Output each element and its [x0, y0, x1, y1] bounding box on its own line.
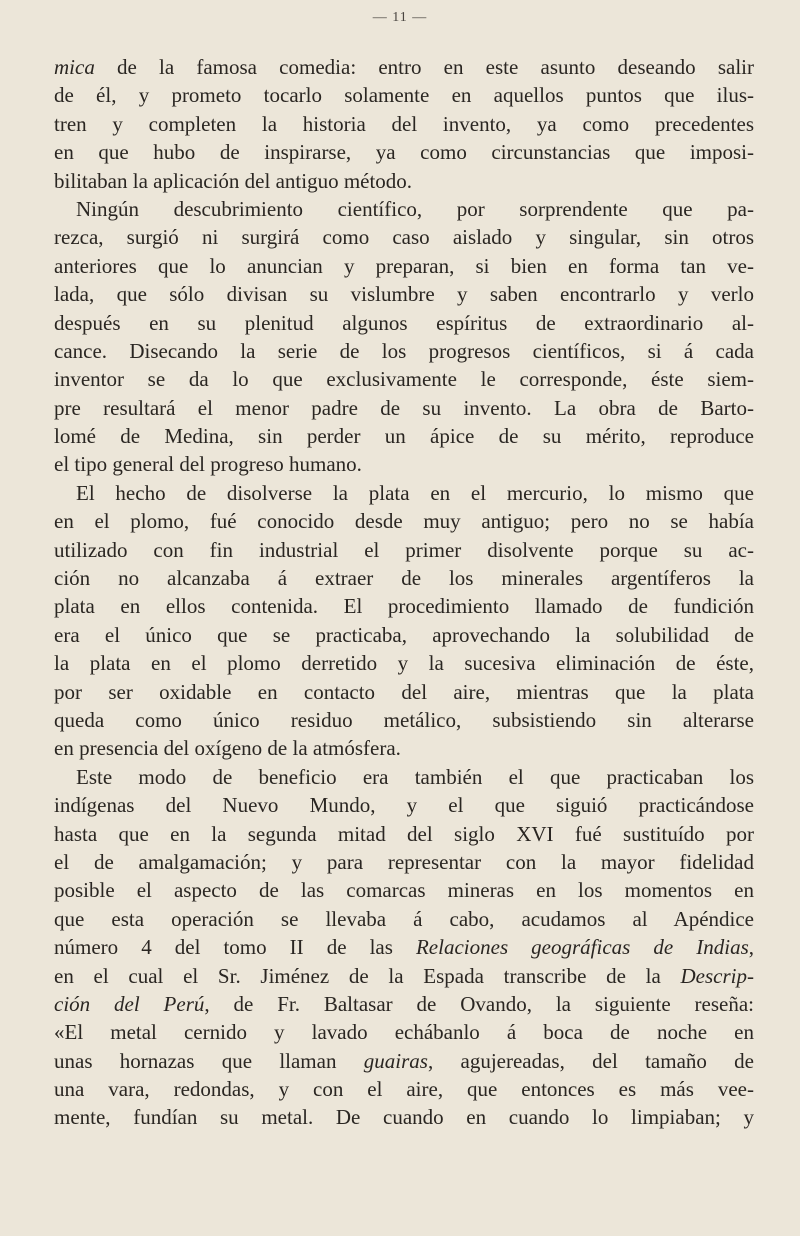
text-line — [54, 905, 754, 933]
text-span: el tipo general del progreso humano. — [54, 452, 362, 477]
text-line — [54, 592, 754, 620]
text-line — [54, 53, 754, 81]
text-span: en que hubo de inspirarse, ya como circunstancias que imposi- — [54, 140, 754, 165]
text-span: por ser oxidable en contacto del aire, mientras que la plata — [54, 679, 754, 704]
text-span: en el cual el Sr. Jiménez de la Espada transcribe de la — [54, 963, 681, 988]
text-span: indígenas del Nuevo Mundo, y el que siguió practicándose — [54, 793, 754, 818]
text-span: el de amalgamación; y para representar con la mayor fidelidad — [54, 849, 754, 874]
text-span: , — [748, 935, 754, 960]
text-line — [54, 933, 754, 961]
text-span: plata en ellos contenida. El procedimiento llamado de fundición — [54, 594, 754, 619]
text-line — [54, 309, 754, 337]
text-line — [54, 791, 754, 819]
text-span: la plata en el plomo derretido y la sucesiva eliminación de éste, — [54, 651, 754, 676]
text-span: en el plomo, fué conocido desde muy antiguo; pero no se había — [54, 509, 754, 534]
text-span: era el único que se practicaba, aprovechando la solubilidad de — [54, 622, 754, 647]
text-span: una vara, redondas, y con el aire, que entonces es más vee- — [54, 1077, 754, 1102]
text-line — [54, 365, 754, 393]
text-span: Este modo de beneficio era también el que practicaban los — [76, 764, 754, 789]
italic-text: mica — [54, 55, 95, 79]
italic-text: ción del Perú — [54, 991, 205, 1016]
text-line — [54, 1047, 754, 1075]
text-line — [54, 1103, 754, 1131]
text-line — [54, 81, 754, 109]
text-span: número 4 del tomo II de las — [54, 935, 416, 960]
text-line — [54, 990, 754, 1018]
text-span: pre resultará el menor padre de su invento. La obra de Barto- — [54, 395, 754, 420]
text-line — [54, 223, 754, 251]
text-line — [54, 1075, 754, 1103]
text-span: , de Fr. Baltasar de Ovando, la siguiente reseña: — [204, 991, 754, 1016]
text-span: cance. Disecando la serie de los progresos científicos, si á cada — [54, 338, 754, 363]
italic-text: Descrip- — [680, 963, 754, 988]
italic-text: Relaciones geográficas de Indias — [415, 935, 749, 960]
text-line — [54, 110, 754, 138]
text-line — [54, 621, 754, 649]
text-span: rezca, surgió ni surgirá como caso aislado y singular, sin otros — [54, 225, 754, 250]
text-span: «El metal cernido y lavado echábanlo á boca de noche en — [54, 1020, 754, 1045]
italic-text: guairas — [363, 1048, 428, 1073]
text-span: queda como único residuo metálico, subsistiendo sin alterarse — [54, 707, 754, 732]
text-line — [54, 507, 754, 535]
text-span: lada, que sólo divisan su vislumbre y saben encontrarlo y verlo — [54, 282, 754, 307]
text-span: hasta que en la segunda mitad del siglo XVI fué sustituído por — [54, 821, 754, 846]
text-line — [54, 337, 754, 365]
page-number: — 11 — — [372, 10, 428, 25]
text-line — [54, 649, 754, 677]
text-line — [54, 138, 754, 166]
text-line — [54, 706, 754, 734]
text-line — [54, 195, 754, 223]
text-span: inventor se da lo que exclusivamente le corresponde, éste siem- — [54, 367, 754, 392]
text-line — [54, 564, 754, 592]
text-span: que esta operación se llevaba á cabo, acudamos al Apéndice — [54, 906, 754, 931]
text-line — [54, 1018, 754, 1046]
text-line — [54, 167, 754, 195]
text-line — [54, 678, 754, 706]
text-span: posible el aspecto de las comarcas mineras en los momentos en — [54, 878, 754, 903]
text-span: unas hornazas que llaman — [54, 1048, 364, 1073]
text-span: después en su plenitud algunos espíritus de extraordinario al- — [54, 310, 754, 335]
text-span: utilizado con fin industrial el primer disolvente porque su ac- — [54, 537, 754, 562]
text-span: de él, y prometo tocarlo solamente en aquellos puntos que ilus- — [54, 83, 754, 108]
text-line — [54, 734, 754, 762]
text-line — [54, 252, 754, 280]
text-span: bilitaban la aplicación del antiguo método. — [54, 168, 413, 193]
text-line — [54, 962, 754, 990]
text-span: de la famosa comedia: entro en este asunto deseando salir — [94, 55, 754, 79]
text-line — [54, 820, 754, 848]
text-span: Ningún descubrimiento científico, por sorprendente que pa- — [76, 196, 754, 221]
text-line — [54, 763, 754, 791]
text-line — [54, 394, 754, 422]
text-span: anteriores que lo anuncian y preparan, si bien en forma tan ve- — [54, 253, 754, 278]
text-line — [54, 848, 754, 876]
text-span: mente, fundían su metal. De cuando en cuando lo limpiaban; y — [54, 1105, 754, 1130]
text-span: tren y completen la historia del invento, ya como precedentes — [54, 111, 754, 136]
body-text — [54, 53, 754, 1132]
text-line — [54, 479, 754, 507]
text-line — [54, 280, 754, 308]
text-span: ción no alcanzaba á extraer de los minerales argentíferos la — [54, 566, 754, 591]
text-span: lomé de Medina, sin perder un ápice de su mérito, reproduce — [54, 424, 754, 449]
text-line — [54, 422, 754, 450]
text-line — [54, 876, 754, 904]
text-span: , agujereadas, del tamaño de — [427, 1048, 754, 1073]
text-span: El hecho de disolverse la plata en el mercurio, lo mismo que — [76, 480, 754, 505]
text-line — [54, 450, 754, 478]
text-span: en presencia del oxígeno de la atmósfera. — [54, 736, 401, 761]
text-line — [54, 536, 754, 564]
